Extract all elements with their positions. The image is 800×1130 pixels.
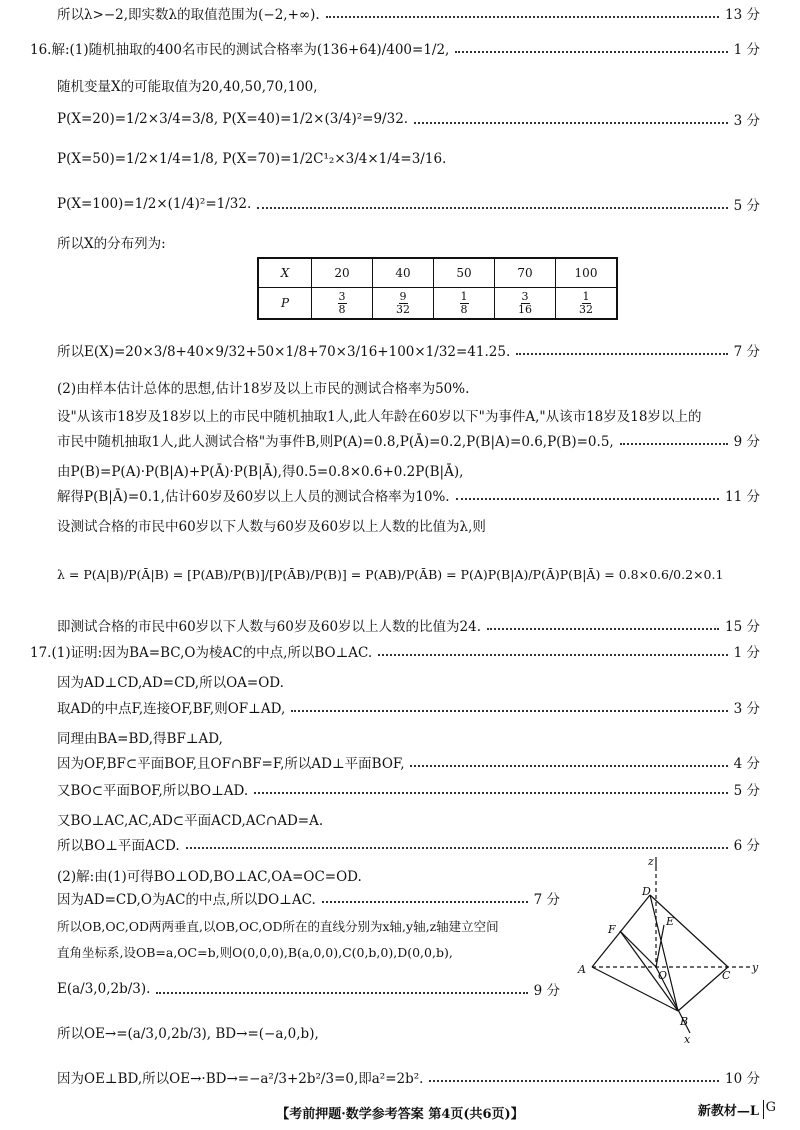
label-A: A <box>578 963 586 976</box>
answer-line: 设测试合格的市民中60岁以下人数与60岁及60岁以上人数的比值为λ,则 <box>57 519 486 535</box>
table-cell: 20 <box>312 258 373 288</box>
edge-DB <box>650 895 678 1011</box>
answer-line: E(a/3,0,2b/3). 9 分 <box>57 981 560 999</box>
answer-line: 因为OF,BF⊂平面BOF,且OF∩BF=F,所以AD⊥平面BOF, 4 分 <box>57 756 760 772</box>
answer-line: (2)解:由(1)可得BO⊥OD,BO⊥AC,OA=OC=OD. <box>57 869 362 885</box>
edge-CB <box>678 967 728 1011</box>
answer-line: 所以BO⊥平面ACD. 6 分 <box>57 838 760 854</box>
edge-DC <box>650 895 728 967</box>
table-row <box>258 288 617 320</box>
answer-line: 取AD的中点F,连接OF,BF,则OF⊥AD, 3 分 <box>57 701 760 717</box>
answer-line: 因为AD=CD,O为AC的中点,所以DO⊥AC. 7 分 <box>57 892 560 908</box>
label-z: z <box>648 855 654 868</box>
label-B: B <box>680 1015 689 1028</box>
table-cell: $\frac{1}{8}$ <box>434 288 495 320</box>
table-cell: 50 <box>434 258 495 288</box>
table-cell: $\frac{9}{32}$ <box>373 288 434 320</box>
answer-line: 所以OE→=(a/3,0,2b/3), BD→=(−a,0,b), <box>57 1026 319 1042</box>
table-cell: $\frac{3}{16}$ <box>495 288 556 320</box>
table-cell: $\frac{1}{32}$ <box>556 288 618 320</box>
label-D: D <box>642 885 651 898</box>
answer-line: 随机变量X的可能取值为20,40,50,70,100, <box>57 79 318 95</box>
formula-lambda: λ = P(A|B)/P(Ā|B) = [P(AB)/P(B)]/[P(ĀB)/P(B)] = P(AB)/P(ĀB) = P(A)P(B|A)/P(Ā)P(B|Ā) = 0.8×0.6/0.2×0.1 <box>57 567 724 582</box>
answer-line: 因为OE⊥BD,所以OE→·BD→=−a²/3+2b²/3=0,即a²=2b². 10 分 <box>57 1071 760 1087</box>
line-FB <box>620 931 678 1011</box>
table-cell: P <box>258 288 312 320</box>
label-F: F <box>608 923 616 936</box>
answer-line: 设"从该市18岁及18岁以上的市民中随机抽取1人,此人年龄在60岁以下"为事件A,"从该市18岁及18岁以上的 <box>57 409 702 425</box>
corner-label: 新教材—L <box>698 1100 764 1119</box>
answer-line: 即测试合格的市民中60岁以下人数与60岁及60岁以上人数的比值为24. 15 分 <box>57 619 760 635</box>
answer-line: 又BO⊂平面BOF,所以BO⊥AD. 5 分 <box>57 783 760 799</box>
answer-line: 解得P(B|Ā)=0.1,估计60岁及60岁以上人员的测试合格率为10%. 11 分 <box>57 489 760 505</box>
table-row <box>258 258 617 288</box>
answer-line: 16.解:(1)随机抽取的400名市民的测试合格率为(136+64)/400=1/2, 1 分 <box>30 42 760 58</box>
answer-line: 所以OB,OC,OD两两垂直,以OB,OC,OD所在的直线分别为x轴,y轴,z轴建立空间 <box>57 919 499 934</box>
corner-g: G <box>765 1100 776 1115</box>
answer-line: 所以X的分布列为: <box>57 236 166 252</box>
table-cell: X <box>258 258 312 288</box>
answer-line: 由P(B)=P(A)·P(B|A)+P(Ā)·P(B|Ā),得0.5=0.8×0.6+0.2P(B|Ā), <box>57 464 464 480</box>
edge-AD <box>592 895 650 967</box>
answer-line: 又BO⊥AC,AC,AD⊂平面ACD,AC∩AD=A. <box>57 813 324 829</box>
answer-line: (2)由样本估计总体的思想,估计18岁及以上市民的测试合格率为50%. <box>57 381 470 397</box>
table-cell: $\frac{3}{8}$ <box>312 288 373 320</box>
answer-line: P(X=20)=1/2×3/4=3/8, P(X=40)=1/2×(3/4)²=9/32. 3 分 <box>57 111 760 129</box>
label-x: x <box>684 1033 691 1045</box>
answer-line: 因为AD⊥CD,AD=CD,所以OA=OD. <box>57 675 284 691</box>
answer-line: 所以E(X)=20×3/8+40×9/32+50×1/8+70×3/16+100×1/32=41.25. 7 分 <box>57 344 760 360</box>
label-C: C <box>722 969 731 982</box>
table-cell: 100 <box>556 258 618 288</box>
pyramid-figure <box>572 855 772 1045</box>
answer-line: 市民中随机抽取1人,此人测试合格"为事件B,则P(A)=0.8,P(Ā)=0.2,P(B|A)=0.6,P(B)=0.5, 9 分 <box>57 434 760 450</box>
answer-line: 同理由BA=BD,得BF⊥AD, <box>57 731 223 747</box>
table-cell: 40 <box>373 258 434 288</box>
page-footer: 【考前押题·数学参考答案 第4页(共6页)】 <box>276 1107 524 1122</box>
label-E: E <box>666 915 675 928</box>
answer-line: P(X=50)=1/2×1/4=1/8, P(X=70)=1/2C¹₂×3/4×1/4=3/16. <box>57 151 447 167</box>
label-y: y <box>752 961 759 974</box>
answer-line: 所以λ>−2,即实数λ的取值范围为(−2,+∞). 13 分 <box>57 7 760 23</box>
answer-line: P(X=100)=1/2×(1/4)²=1/32. 5 分 <box>57 196 760 214</box>
table-cell: 70 <box>495 258 556 288</box>
line-FO <box>620 931 656 967</box>
distribution-table <box>257 257 618 320</box>
answer-line: 17.(1)证明:因为BA=BC,O为棱AC的中点,所以BO⊥AC. 1 分 <box>30 645 760 661</box>
answer-line: 直角坐标系,设OB=a,OC=b,则O(0,0,0),B(a,0,0),C(0,b,0),D(0,0,b), <box>57 945 453 960</box>
label-O: O <box>658 969 668 982</box>
